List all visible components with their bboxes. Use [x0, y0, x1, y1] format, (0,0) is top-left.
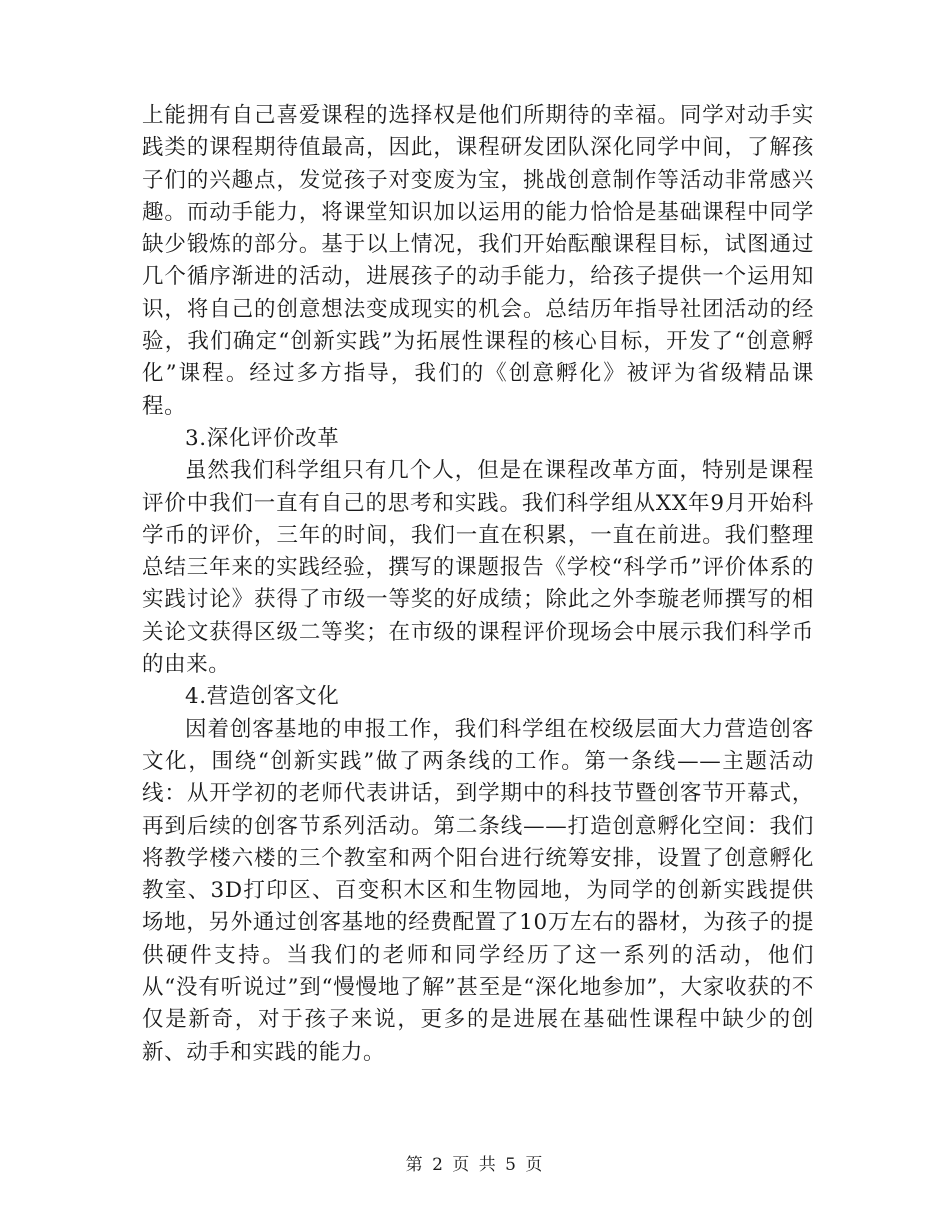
- section-heading-evaluation-reform: 3.深化评价改革: [185, 425, 340, 451]
- paragraph-maker-culture: 因着创客基地的申报工作，我们科学组在校级层面大力营造创客文化，围绕“创新实践”做了两条线的工作。第一条线——主题活动线：从开学初的老师代表讲话，到学期中的科技节暨创客节开幕式，再到后续的创客节系列活动。第二条线——打造创意孵化空间：我们将教学楼六楼的三个教室和两个阳台进行统筹安排，设置了创意孵化教室、3D打印区、百变积木区和生物园地，为同学的创新实践提供场地，另外通过创客基地的经费配置了10万左右的器材，为孩子的提供硬件支持。当我们的老师和同学经历了这一系列的活动，他们从“没有听说过”到“慢慢地了解”甚至是“深化地参加”，大家收获的不仅是新奇，对于孩子来说，更多的是进展在基础性课程中缺少的创新、动手和实践的能力。: [142, 716, 814, 1065]
- paragraph-course-development: 上能拥有自己喜爱课程的选择权是他们所期待的幸福。同学对动手实践类的课程期待值最高，因此，课程研发团队深化同学中间，了解孩子们的兴趣点，发觉孩子对变废为宝，挑战创意制作等活动非常感兴趣。而动手能力，将课堂知识加以运用的能力恰恰是基础课程中同学缺少锻炼的部分。基于以上情况，我们开始酝酿课程目标，试图通过几个循序渐进的活动，进展孩子的动手能力，给孩子提供一个运用知识，将自己的创意想法变成现实的机会。总结历年指导社团活动的经验，我们确定“创新实践”为拓展性课程的核心目标，开发了“创意孵化”课程。经过多方指导，我们的《创意孵化》被评为省级精品课程。: [142, 103, 814, 419]
- document-body: [142, 100, 814, 1069]
- section-heading-maker-culture: 4.营造创客文化: [185, 684, 340, 710]
- page-number-footer: 第 2 页 共 5 页: [405, 1155, 545, 1175]
- paragraph-evaluation-reform: 虽然我们科学组只有几个人，但是在课程改革方面，特别是课程评价中我们一直有自己的思考和实践。我们科学组从XX年9月开始科学币的评价，三年的时间，我们一直在积累，一直在前进。我们整理总结三年来的实践经验，撰写的课题报告《学校“科学币”评价体系的实践讨论》获得了市级一等奖的好成绩；除此之外李璇老师撰写的相关论文获得区级二等奖；在市级的课程评价现场会中展示我们科学币的由来。: [142, 458, 814, 678]
